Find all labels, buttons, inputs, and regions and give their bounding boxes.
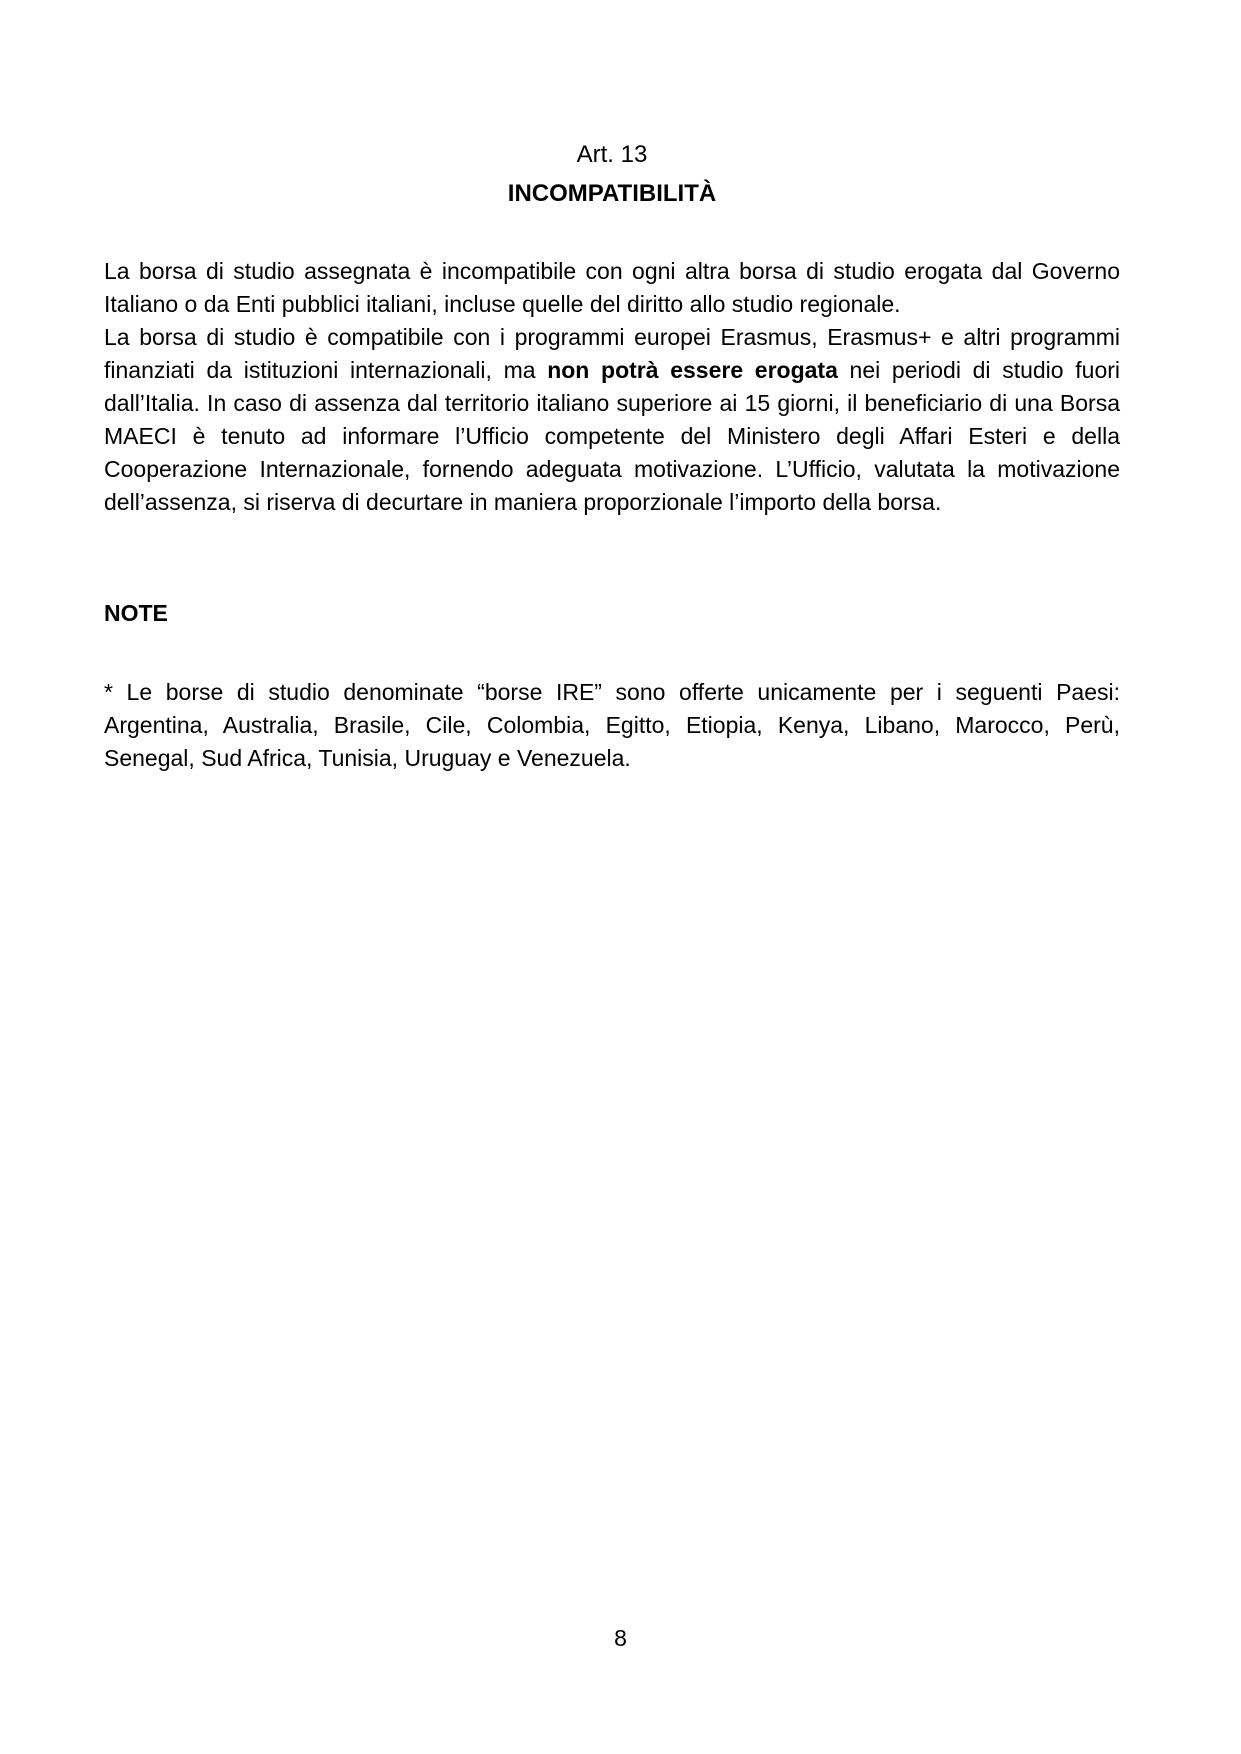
article-heading [104,135,1120,213]
document-content [104,0,1120,775]
page-number: 8 [614,1625,627,1651]
paragraph-compatibility-tail: nei periodi di studio fuori dall’Italia. In caso di assenza dal territorio italiano superiore ai 15 giorni, il beneficiario di una Borsa MAECI è tenuto ad informare l’Ufficio competente del Ministero degli Affari Esteri e della Cooperazione Internazionale, fornendo adeguata motivazione. L’Ufficio, valutata la motivazione dell’assenza, si riserva di decurtare in maniera proporzionale l’importo della borsa. [104,357,1120,515]
article-title: INCOMPATIBILITÀ [507,180,717,207]
paragraph-compatibility-bold-phrase: non potrà essere erogata [547,357,838,383]
paragraph-incompatibility: La borsa di studio assegnata è incompatibile con ogni altra borsa di studio erogata dal Governo Italiano o da Enti pubblici italiani, incluse quelle del diritto allo studio regionale. [104,258,1120,317]
note-paragraph: * Le borse di studio denominate “borse IRE” sono offerte unicamente per i seguenti Paesi: Argentina, Australia, Brasile, Cile, Colombia, Egitto, Etiopia, Kenya, Libano, Marocco, Perù, Senegal, Sud Africa, Tunisia, Uruguay e Venezuela. [104,679,1120,771]
note-heading: NOTE [104,600,168,626]
paragraph-compatibility [104,321,1120,519]
article-number: Art. 13 [576,141,648,168]
paragraph-compatibility-lead: La borsa di studio è compatibile con i programmi europei Erasmus, Erasmus+ e altri programmi finanziati da istituzioni internazionali, ma [104,324,1120,383]
